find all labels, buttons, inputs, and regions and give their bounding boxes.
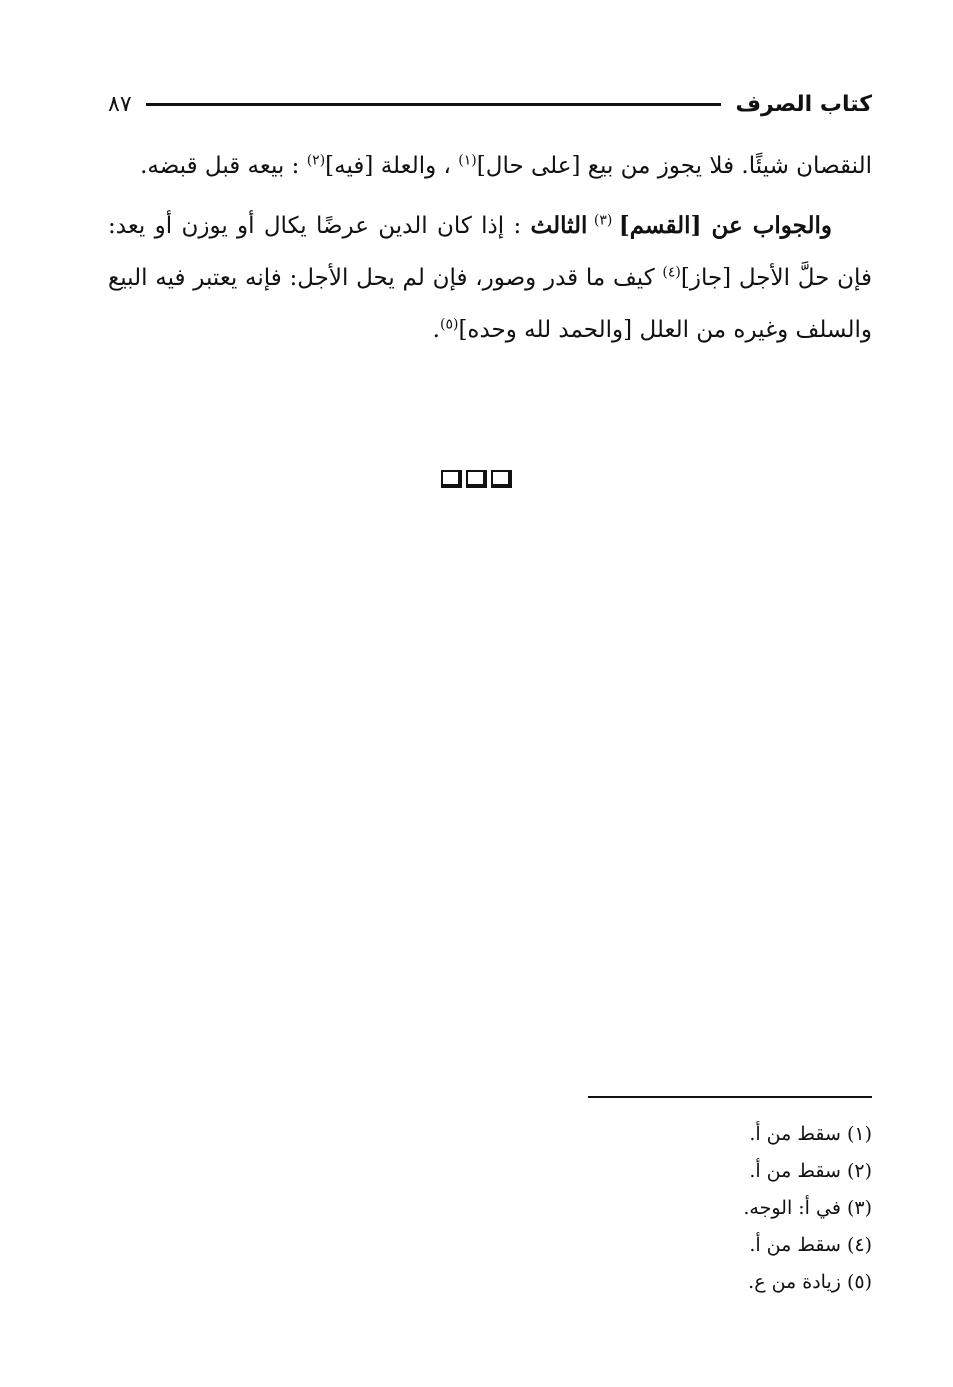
footnote-text: سقط من أ. bbox=[749, 1160, 841, 1182]
running-title: كتاب الصرف bbox=[735, 91, 872, 117]
footnote-4 bbox=[460, 1227, 872, 1264]
footnote-2 bbox=[460, 1153, 872, 1190]
footnote-text: في أ: الوجه. bbox=[743, 1197, 841, 1219]
footnote-ref-1: (١) bbox=[458, 152, 477, 169]
footnote-text: سقط من أ. bbox=[749, 1234, 841, 1256]
footnote-number: (٤) bbox=[846, 1234, 872, 1256]
bold-heading: والجواب عن [القسم] bbox=[618, 212, 832, 239]
footnote-1 bbox=[460, 1116, 872, 1153]
footnote-separator bbox=[588, 1096, 872, 1098]
text: . bbox=[432, 317, 440, 343]
page-number: ٨٧ bbox=[108, 91, 132, 117]
footnote-ref-5: (٥) bbox=[439, 316, 459, 333]
text: ، والعلة [فيه] bbox=[325, 153, 459, 179]
footnote-5 bbox=[460, 1264, 872, 1301]
bold-heading: الثالث bbox=[530, 212, 588, 239]
text: كيف ما قدر وصور، فإن لم يحل الأجل: فإنه يعتبر فيه البيع والسلف وغيره من العلل [والحمد لله وحده] bbox=[108, 265, 872, 343]
footnotes bbox=[460, 1116, 872, 1301]
text: : إذا كان الدين عرضًا يكال أو يوزن أو يعد: فإن حلَّ الأجل [جاز] bbox=[108, 213, 873, 291]
ornament-square-icon bbox=[491, 470, 512, 488]
text: النقصان شيئًا. فلا يجوز من بيع [على حال] bbox=[476, 153, 872, 179]
footnote-number: (٢) bbox=[846, 1160, 872, 1182]
paragraph-2 bbox=[108, 200, 872, 356]
footnote-ref-3: (٣) bbox=[587, 212, 619, 229]
text: : بيعه قبل قبضه. bbox=[140, 153, 307, 179]
footnote-text: زيادة من ع. bbox=[748, 1271, 841, 1293]
footnote-number: (٥) bbox=[846, 1271, 872, 1293]
header-rule bbox=[146, 103, 722, 106]
footnote-ref-2: (٢) bbox=[306, 152, 326, 169]
footnote-3 bbox=[460, 1190, 872, 1227]
footnote-text: سقط من أ. bbox=[749, 1123, 841, 1145]
main-text bbox=[108, 140, 872, 364]
footnote-number: (١) bbox=[846, 1123, 872, 1145]
paragraph-1 bbox=[108, 140, 872, 192]
ornament-square-icon bbox=[466, 470, 487, 488]
footnote-number: (٣) bbox=[846, 1197, 872, 1219]
page-header bbox=[108, 84, 872, 124]
ornament-square-icon bbox=[441, 470, 462, 488]
footnote-ref-4: (٤) bbox=[662, 264, 681, 281]
section-end-ornament bbox=[0, 470, 953, 492]
